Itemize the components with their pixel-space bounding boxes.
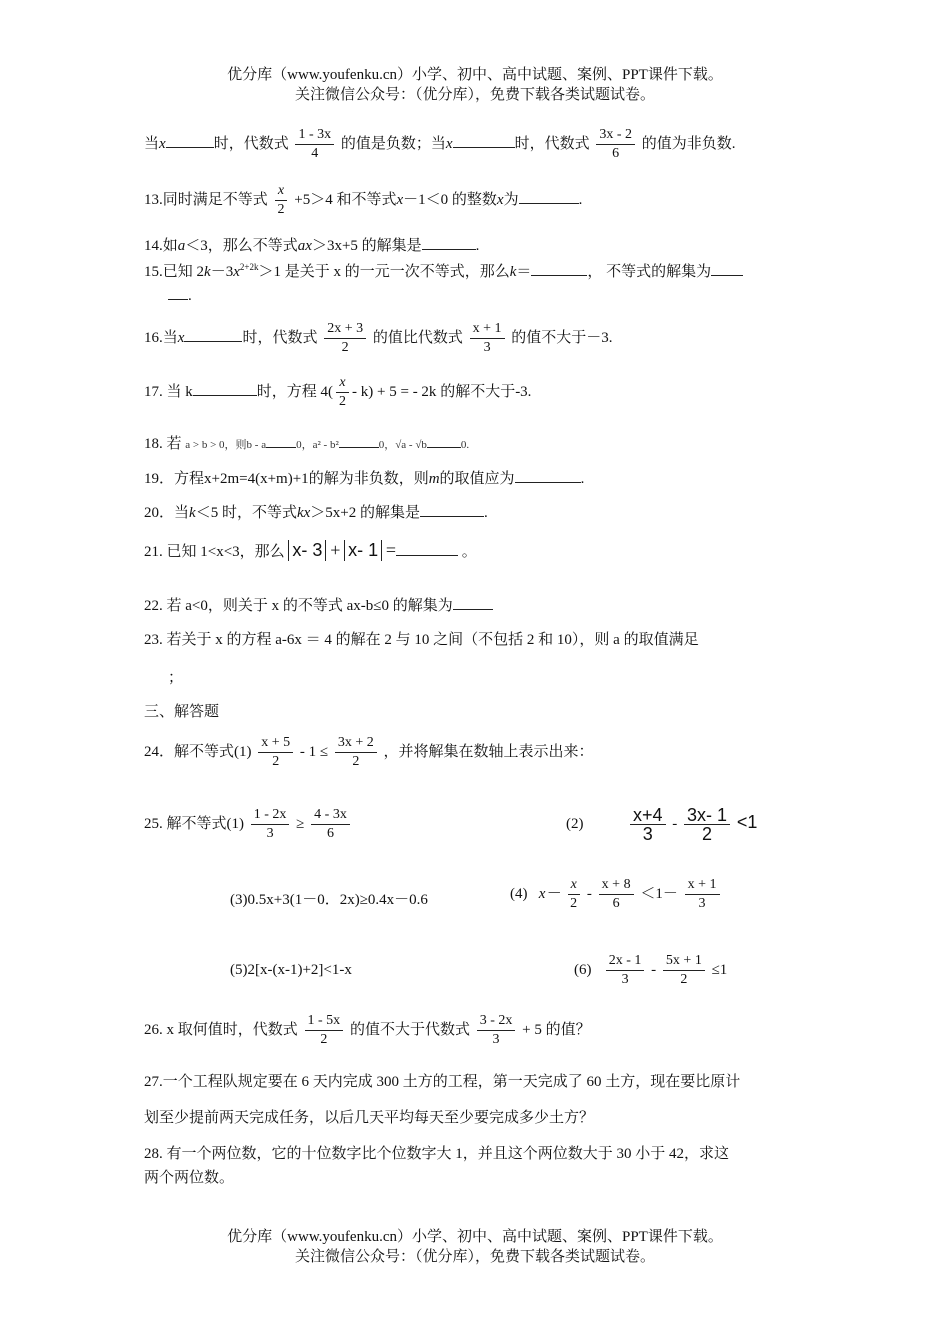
fraction: $\frac{3x - 2}{6}$	[596, 126, 635, 163]
question-25-part-2: (2) $\frac{x+4}{3}$ - $\frac{3x- 1}{2}$ <1	[566, 805, 758, 844]
fraction: $\frac{3 - 2x}{3}$	[477, 1012, 516, 1049]
header-line-1: 优分库（www.youfenku.cn）小学、初中、高中试题、案例、PPT课件下载。	[227, 67, 723, 83]
fraction: $\frac{x}{2}$	[275, 182, 288, 219]
question-26: 26. x 取何值时，代数式 $\frac{1 - 5x}{2}$ 的值不大于代数式 $\frac{3 - 2x}{3}$ + 5 的值？	[144, 1013, 591, 1047]
question-25-part-1: 25. 解不等式(1) $\frac{1 - 2x}{3}$ ≥ $\frac{4 - 3x}{6}$	[144, 806, 353, 843]
question-19: 19．方程x+2m=4(x+m)+1的解为非负数，则m的取值应为 .	[144, 471, 585, 487]
question-25-part-4: (4) x－ $\frac{x}{2}$ - $\frac{x + 8}{6}$ ＜1－ $\frac{x + 1}{3}$	[510, 876, 723, 913]
question-21: 21. 已知 1<x<3，那么 x- 3 + x- 1 = 。	[144, 540, 477, 560]
question-25-part-5: (5)2[x-(x-1)+2]<1-x	[230, 962, 352, 978]
fraction: $\frac{3x + 2}{2}$	[335, 734, 377, 771]
fraction: $\frac{x + 1}{3}$	[470, 320, 505, 357]
question-28: 28. 有一个两位数，它的十位数字比个位数字大 1，并且这个两位数大于 30 小于 42，求这	[144, 1146, 730, 1162]
fraction: $\frac{2x - 1}{3}$	[606, 952, 645, 989]
question-23: 23. 若关于 x 的方程 a-6x ＝ 4 的解在 2 与 10 之间（不包括 2 和 10），则 a 的取值满足	[144, 632, 699, 648]
question-13: 13.同时满足不等式 $\frac{x}{2}$ +5＞4 和不等式x－1＜0 的整数x为 .	[144, 183, 583, 217]
question-27-continuation: 划至少提前两天完成任务，以后几天平均每天至少要完成多少土方？	[144, 1110, 595, 1126]
question-23-end: ；	[168, 670, 184, 686]
fraction: $\frac{x+4}{3}$	[630, 806, 666, 843]
fraction: $\frac{1 - 3x}{4}$	[295, 126, 334, 163]
question-16: 16.当x 时，代数式 $\frac{2x + 3}{2}$ 的值比代数式 $\frac{x + 1}{3}$ 的值不大于－3.	[144, 321, 613, 355]
question-15: 15.已知 $2k-3x^{2+2k}>1$ 是关于 x 的一元一次不等式，那么k＝ ， 不等式的解集为	[144, 260, 743, 281]
question-20: 20．当k＜5 时，不等式kx＞5x+2 的解集是 .	[144, 505, 488, 521]
fraction: $\frac{x + 1}{3}$	[685, 876, 720, 913]
fraction: $\frac{1 - 2x}{3}$	[251, 806, 290, 843]
question-22: 22. 若 a<0，则关于 x 的不等式 ax-b≤0 的解集为	[144, 594, 493, 615]
fraction: $\frac{5x + 1}{2}$	[663, 952, 705, 989]
question-28-continuation: 两个两位数。	[144, 1170, 235, 1186]
fraction: $\frac{2x + 3}{2}$	[324, 320, 366, 357]
question-17: 17. 当 k 时，方程 4( $\frac{x}{2}$ - k) + 5 = - 2k 的解不大于-3.	[144, 375, 532, 409]
fraction: $\frac{x + 8}{6}$	[599, 876, 634, 913]
question-14: 14.如a＜3，那么不等式ax＞3x+5 的解集是 .	[144, 238, 480, 254]
header-line-2: 关注微信公众号：（优分库），免费下载各类试题试卷。	[294, 87, 655, 103]
footer-line-2: 关注微信公众号：（优分库），免费下载各类试题试卷。	[294, 1249, 655, 1265]
footer-line-1: 优分库（www.youfenku.cn）小学、初中、高中试题、案例、PPT课件下载。	[227, 1229, 723, 1245]
question-18: 18. 若 a > b > 0，则b - a 0，a² - b² 0，√a - √b 0.	[144, 436, 470, 452]
fraction: $\frac{4 - 3x}{6}$	[311, 806, 350, 843]
question-25-part-3: (3)0.5x+3(1－0．2x)≥0.4x－0.6	[230, 892, 428, 908]
question-24: 24．解不等式(1) $\frac{x + 5}{2}$ - 1 ≤ $\frac{3x + 2}{2}$ ，并将解集在数轴上表示出来：	[144, 735, 594, 769]
fraction: $\frac{x + 5}{2}$	[258, 734, 293, 771]
fraction: $\frac{x}{2}$	[567, 876, 580, 913]
question-12: 当x 时，代数式 $\frac{1 - 3x}{4}$ 的值是负数；当x 时，代数式 $\frac{3x - 2}{6}$ 的值为非负数.	[144, 127, 736, 161]
section-title: 三、解答题	[144, 704, 220, 720]
question-27: 27.一个工程队规定要在 6 天内完成 300 土方的工程，第一天完成了 60 土方，现在要比原计	[144, 1074, 741, 1090]
fraction: $\frac{3x- 1}{2}$	[684, 806, 730, 843]
question-15-continuation: .	[168, 288, 192, 305]
question-25-part-6: (6) $\frac{2x - 1}{3}$ - $\frac{5x + 1}{2}$ ≤1	[574, 953, 728, 987]
fraction: $\frac{1 - 5x}{2}$	[305, 1012, 344, 1049]
fraction: $\frac{x}{2}$	[336, 374, 349, 411]
